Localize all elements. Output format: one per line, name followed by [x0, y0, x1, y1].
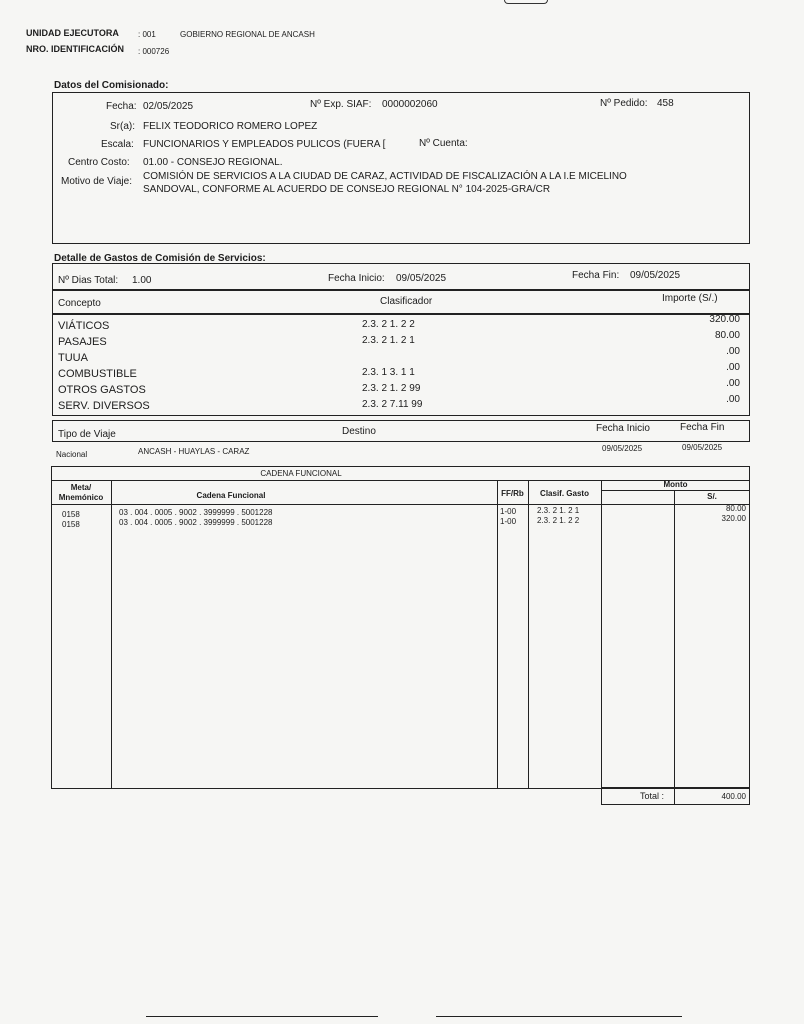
- unidad-label: UNIDAD EJECUTORA: [26, 28, 119, 38]
- fecha-label: Fecha:: [106, 101, 137, 112]
- nro-label: NRO. IDENTIFICACIÓN: [26, 44, 124, 54]
- tipo-viaje-label: Tipo de Viaje: [58, 429, 116, 440]
- viaje-inicio-label: Fecha Inicio: [596, 423, 650, 434]
- col-concepto: Concepto: [58, 298, 101, 309]
- destino-label: Destino: [342, 426, 376, 437]
- concepto-clasificador: 2.3. 1 3. 1 1: [362, 367, 415, 378]
- centro-label: Centro Costo:: [68, 157, 130, 168]
- fecha-fin-value: 09/05/2025: [630, 270, 681, 281]
- viaje-fin-label: Fecha Fin: [680, 422, 725, 433]
- motivo-line2: SANDOVAL, CONFORME AL ACUERDO DE CONSEJO REGIONAL N° 104-2025-GRA/CR: [143, 184, 551, 195]
- viaje-fin-value: 09/05/2025: [682, 443, 723, 452]
- comisionado-title: Datos del Comisionado:: [54, 80, 169, 91]
- concepto-clasificador: 2.3. 2 7.11 99: [362, 399, 423, 410]
- col-soles: S/.: [707, 492, 717, 501]
- motivo-line1: COMISIÓN DE SERVICIOS A LA CIUDAD DE CARAZ, ACTIVIDAD DE FISCALIZACIÓN A LA I.E MICELINO: [143, 171, 627, 182]
- concepto-clasificador: 2.3. 2 1. 2 99: [362, 383, 421, 394]
- signature-line-right: [436, 1016, 682, 1017]
- unidad-name: GOBIERNO REGIONAL DE ANCASH: [180, 30, 315, 39]
- concepto-name: PASAJES: [58, 336, 107, 348]
- cadena-title: CADENA FUNCIONAL: [260, 469, 342, 478]
- cadena-ffrb: 1-00: [500, 517, 517, 526]
- motivo-label: Motivo de Viaje:: [61, 176, 132, 187]
- sr-value: FELIX TEODORICO ROMERO LOPEZ: [143, 121, 318, 132]
- col-ffrb: FF/Rb: [501, 489, 524, 498]
- concepto-clasificador: 2.3. 2 1. 2 1: [362, 335, 415, 346]
- col-sep-clasif: [601, 480, 602, 789]
- cadena-ffrb: 1-00: [500, 507, 517, 516]
- cadena-clasif: 2.3. 2 1. 2 2: [537, 516, 580, 525]
- unidad-code: : 001: [138, 30, 156, 39]
- pedido-label: Nº Pedido:: [600, 98, 648, 109]
- col-importe: Importe (S/.): [662, 293, 718, 304]
- fecha-value: 02/05/2025: [143, 101, 194, 112]
- concepto-name: SERV. DIVERSOS: [58, 400, 150, 412]
- top-tab-edge: [504, 0, 548, 4]
- cadena-meta: 0158: [62, 510, 80, 519]
- cadena-meta: 0158: [62, 520, 80, 529]
- col-monto: Monto: [663, 480, 688, 489]
- col-mnemonico: Mnemónico: [58, 493, 104, 502]
- exp-siaf-value: 0000002060: [382, 99, 438, 110]
- col-sep-meta: [111, 480, 112, 789]
- total-label: Total :: [640, 791, 665, 801]
- cuenta-label: Nº Cuenta:: [419, 138, 468, 149]
- concepto-importe: .00: [726, 378, 740, 389]
- cadena-clasif: 2.3. 2 1. 2 1: [537, 506, 580, 515]
- fecha-inicio-value: 09/05/2025: [396, 273, 447, 284]
- concepto-importe: .00: [726, 362, 740, 373]
- concepto-importe: .00: [726, 346, 740, 357]
- col-cadena: Cadena Funcional: [196, 491, 266, 500]
- cadena-funcional: 03 . 004 . 0005 . 9002 . 3999999 . 5001228: [119, 508, 273, 517]
- tipo-viaje-value: Nacional: [56, 450, 88, 459]
- concepto-name: VIÁTICOS: [58, 320, 110, 332]
- escala-value: FUNCIONARIOS Y EMPLEADOS PULICOS (FUERA [: [143, 139, 386, 150]
- concepto-importe: 80.00: [714, 330, 740, 341]
- exp-siaf-label: Nº Exp. SIAF:: [310, 99, 372, 110]
- cadena-header-rule: [51, 504, 750, 505]
- destino-value: ANCASH - HUAYLAS - CARAZ: [138, 447, 250, 456]
- dias-label: Nº Dias Total:: [58, 275, 119, 286]
- total-value: 400.00: [721, 792, 746, 801]
- escala-label: Escala:: [101, 139, 134, 150]
- cadena-monto: 80.00: [725, 504, 746, 513]
- viaje-inicio-value: 09/05/2025: [602, 444, 643, 453]
- col-sep-ffrb: [528, 480, 529, 789]
- cadena-funcional: 03 . 004 . 0005 . 9002 . 3999999 . 5001228: [119, 518, 273, 527]
- col-sep-cadena: [497, 480, 498, 789]
- fecha-fin-label: Fecha Fin:: [572, 270, 620, 281]
- fecha-inicio-label: Fecha Inicio:: [328, 273, 385, 284]
- concepto-importe: 320.00: [709, 314, 740, 325]
- col-clasificador: Clasificador: [380, 296, 433, 307]
- signature-line-left: [146, 1016, 378, 1017]
- concepto-name: TUUA: [58, 352, 88, 364]
- concepto-importe: .00: [726, 394, 740, 405]
- detalle-title: Detalle de Gastos de Comisión de Servicios:: [54, 253, 266, 264]
- total-sep: [674, 787, 675, 805]
- col-clasif: Clasif. Gasto: [540, 489, 589, 498]
- dias-value: 1.00: [132, 275, 152, 286]
- monto-header-rule: [601, 490, 750, 491]
- comisionado-box: [52, 92, 750, 244]
- col-meta: Meta/: [70, 483, 92, 492]
- concepto-clasificador: 2.3. 2 1. 2 2: [362, 319, 415, 330]
- pedido-value: 458: [657, 98, 674, 109]
- concepto-name: OTROS GASTOS: [58, 384, 146, 396]
- concepto-name: COMBUSTIBLE: [58, 368, 137, 380]
- nro-value: : 000726: [138, 47, 170, 56]
- col-sep-monto: [674, 490, 675, 789]
- sr-label: Sr(a):: [110, 121, 135, 132]
- cadena-monto: 320.00: [721, 514, 746, 523]
- centro-value: 01.00 - CONSEJO REGIONAL.: [143, 157, 283, 168]
